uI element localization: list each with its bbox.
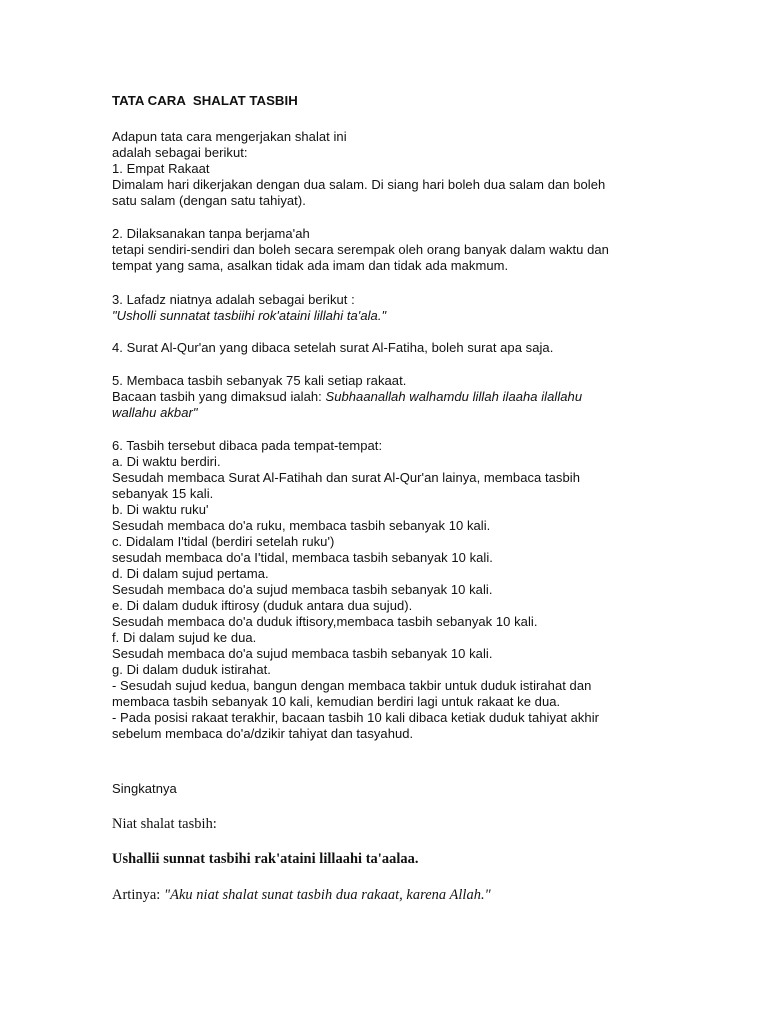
item2-text: tempat yang sama, asalkan tidak ada imam dan tidak ada makmum. [112, 258, 509, 273]
intro-section [112, 129, 652, 209]
item6-line: a. Di waktu berdiri. [112, 454, 221, 469]
intro-line: adalah sebagai berikut: [112, 145, 248, 160]
item6-line: b. Di waktu ruku' [112, 502, 209, 517]
item6-line: c. Didalam I'tidal (berdiri setelah ruku') [112, 534, 335, 549]
tasbih-reading: Subhaanallah walhamdu lillah ilaaha ilallahu [325, 389, 583, 404]
item4-text: 4. Surat Al-Qur'an yang dibaca setelah surat Al-Fatiha, boleh surat apa saja. [112, 340, 554, 355]
niat-lafadz: "Usholli sunnatat tasbiihi rok'ataini lillahi ta'ala." [112, 308, 387, 323]
item6-line: Sesudah membaca do'a duduk iftisory,membaca tasbih sebanyak 10 kali. [112, 614, 538, 629]
item6-line: Sesudah membaca Surat Al-Fatihah dan surat Al-Qur'an lainya, membaca tasbih [112, 470, 580, 485]
intro-line: Adapun tata cara mengerjakan shalat ini [112, 129, 347, 144]
document-title: TATA CARA SHALAT TASBIH [112, 93, 298, 108]
item6-line: e. Di dalam duduk iftirosy (duduk antara dua sujud). [112, 598, 413, 613]
arti-text: "Aku niat shalat sunat tasbih dua rakaat, karena Allah." [164, 887, 491, 903]
arti-label: Artinya: [112, 887, 165, 903]
item3-heading: 3. Lafadz niatnya adalah sebagai berikut : [112, 292, 355, 307]
niat-label: Niat shalat tasbih: [112, 816, 217, 832]
item6-line: d. Di dalam sujud pertama. [112, 566, 269, 581]
item4-section [112, 340, 652, 356]
item2-section [112, 226, 652, 274]
tasbih-reading: wallahu akbar" [112, 405, 198, 420]
item6-line: sebanyak 15 kali. [112, 486, 214, 501]
item5-prefix: Bacaan tasbih yang dimaksud ialah: [112, 389, 326, 404]
arti-line [112, 886, 491, 904]
item5-section [112, 373, 652, 421]
item6-section [112, 438, 652, 742]
item6-line: f. Di dalam sujud ke dua. [112, 630, 257, 645]
item2-heading: 2. Dilaksanakan tanpa berjama'ah [112, 226, 310, 241]
item3-section [112, 292, 652, 324]
item6-line: Sesudah membaca do'a sujud membaca tasbih sebanyak 10 kali. [112, 582, 493, 597]
niat-text: Ushallii sunnat tasbihi rak'ataini lillaahi ta'aalaa. [112, 851, 419, 867]
item6-line: sebelum membaca do'a/dzikir tahiyat dan tasyahud. [112, 726, 414, 741]
item5-text [112, 389, 652, 405]
item1-heading: 1. Empat Rakaat [112, 161, 210, 176]
item6-line: - Sesudah sujud kedua, bangun dengan membaca takbir untuk duduk istirahat dan [112, 678, 592, 693]
item6-line: g. Di dalam duduk istirahat. [112, 662, 271, 677]
item6-line: sesudah membaca do'a I'tidal, membaca tasbih sebanyak 10 kali. [112, 550, 493, 565]
item2-text: tetapi sendiri-sendiri dan boleh secara serempak oleh orang banyak dalam waktu dan [112, 242, 609, 257]
item6-line: membaca tasbih sebanyak 10 kali, kemudian berdiri lagi untuk rakaat ke dua. [112, 694, 561, 709]
summary-heading: Singkatnya [112, 781, 177, 796]
item6-line: - Pada posisi rakaat terakhir, bacaan tasbih 10 kali dibaca ketiak duduk tahiyat akhir [112, 710, 600, 725]
item6-line: Sesudah membaca do'a sujud membaca tasbih sebanyak 10 kali. [112, 646, 493, 661]
item5-heading: 5. Membaca tasbih sebanyak 75 kali setiap rakaat. [112, 373, 407, 388]
item6-line: 6. Tasbih tersebut dibaca pada tempat-tempat: [112, 438, 383, 453]
item1-text: satu salam (dengan satu tahiyat). [112, 193, 306, 208]
item1-text: Dimalam hari dikerjakan dengan dua salam. Di siang hari boleh dua salam dan boleh [112, 177, 606, 192]
item6-line: Sesudah membaca do'a ruku, membaca tasbih sebanyak 10 kali. [112, 518, 491, 533]
